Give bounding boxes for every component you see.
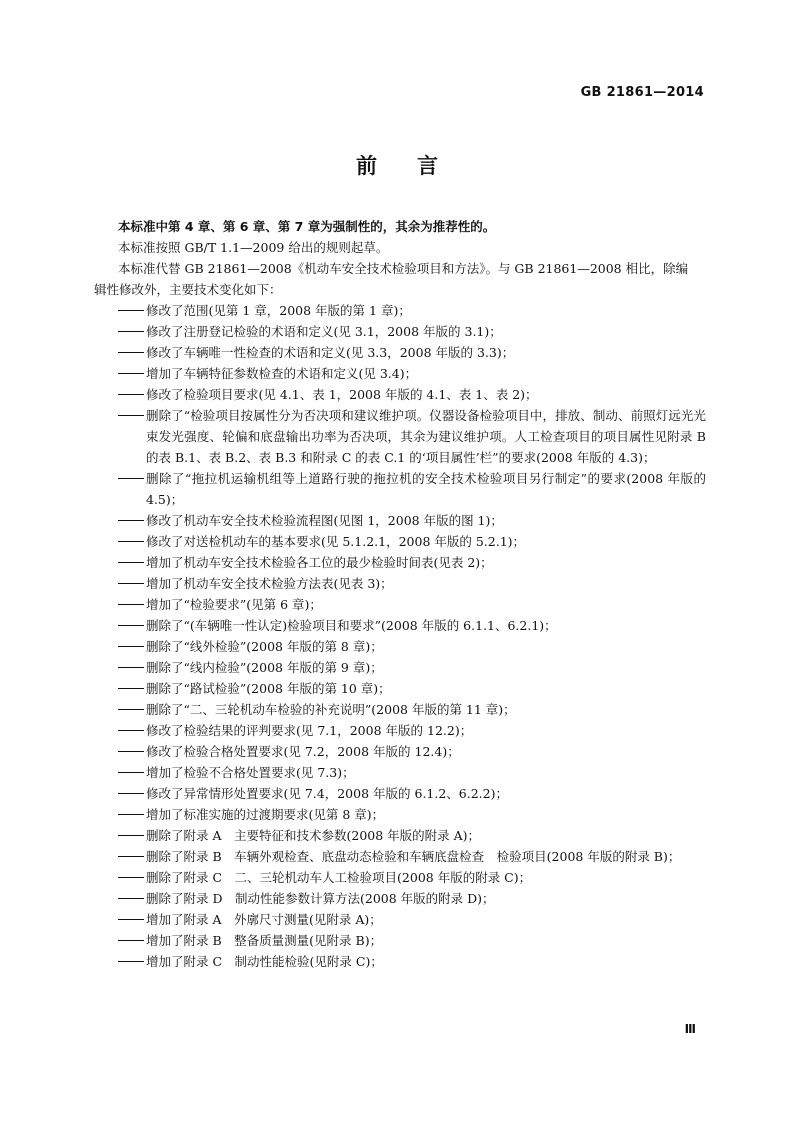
list-item bbox=[118, 300, 706, 321]
list-item bbox=[118, 930, 706, 951]
page-number: Ⅲ bbox=[684, 1022, 696, 1036]
list-item bbox=[118, 720, 706, 741]
list-item bbox=[118, 699, 706, 720]
list-item bbox=[118, 321, 706, 342]
list-item bbox=[118, 657, 706, 678]
list-item-text: 增加了车辆特征参数检查的术语和定义(见 3.4)； bbox=[146, 366, 418, 381]
list-item bbox=[118, 552, 706, 573]
list-item bbox=[118, 804, 706, 825]
replaces-statement-line2: 辑性修改外，主要技术变化如下： bbox=[94, 282, 282, 297]
list-item bbox=[118, 363, 706, 384]
replaces-statement-line1: 本标准代替 GB 21861—2008《机动车安全技术检验项目和方法》。与 GB 21861—2008 相比，除编 bbox=[118, 261, 689, 276]
list-item bbox=[118, 510, 706, 531]
drafting-statement: 本标准按照 GB/T 1.1—2009 给出的规则起草。 bbox=[118, 240, 389, 255]
list-item-text: 修改了车辆唯一性检查的术语和定义(见 3.3，2008 年版的 3.3)； bbox=[146, 345, 515, 360]
list-item bbox=[118, 825, 706, 846]
list-item-text: 增加了检验不合格处置要求(见 7.3)； bbox=[146, 765, 355, 780]
list-item-text: 删除了附录 C 二、三轮机动车人工检验项目(2008 年版的附录 C)； bbox=[146, 870, 532, 885]
list-item bbox=[118, 678, 706, 699]
list-item-text: 删除了附录 D 制动性能参数计算方法(2008 年版的附录 D)； bbox=[146, 891, 495, 906]
list-item-text: 删除了附录 A 主要特征和技术参数(2008 年版的附录 A)； bbox=[146, 828, 481, 843]
list-item-text: 修改了检验项目要求(见 4.1、表 1，2008 年版的 4.1、表 1、表 2)； bbox=[146, 387, 538, 402]
list-item bbox=[118, 594, 706, 615]
list-item bbox=[118, 468, 706, 510]
list-item-text: 修改了注册登记检验的术语和定义(见 3.1，2008 年版的 3.1)； bbox=[146, 324, 502, 339]
list-item-text: 增加了机动车安全技术检验方法表(见表 3)； bbox=[146, 576, 393, 591]
list-item bbox=[118, 573, 706, 594]
list-item-text: 修改了范围(见第 1 章，2008 年版的第 1 章)； bbox=[146, 303, 411, 318]
page-title: 前言 bbox=[356, 154, 478, 178]
list-item bbox=[118, 405, 706, 468]
list-item-text: 删除了“线外检验”(2008 年版的第 8 章)； bbox=[146, 639, 383, 654]
list-item-text: 修改了检验结果的评判要求(见 7.1，2008 年版的 12.2)； bbox=[146, 723, 473, 738]
list-item-text: 删除了“二、三轮机动车检验的补充说明”(2008 年版的第 11 章)； bbox=[146, 702, 516, 717]
list-item-text: 增加了标准实施的过渡期要求(见第 8 章)； bbox=[146, 807, 385, 822]
list-item bbox=[118, 531, 706, 552]
list-item-text: 增加了附录 B 整备质量测量(见附录 B)； bbox=[146, 933, 383, 948]
changes-list bbox=[118, 300, 706, 972]
list-item-text: 删除了“(车辆唯一性认定)检验项目和要求”(2008 年版的 6.1.1、6.2.1)； bbox=[146, 618, 557, 633]
mandatory-statement: 本标准中第 4 章、第 6 章、第 7 章为强制性的，其余为推荐性的。 bbox=[118, 219, 496, 234]
list-item-text: 修改了检验合格处置要求(见 7.2，2008 年版的 12.4)； bbox=[146, 744, 460, 759]
list-item-text: 增加了附录 C 制动性能检验(见附录 C)； bbox=[146, 954, 383, 969]
list-item bbox=[118, 867, 706, 888]
list-item-text: 修改了机动车安全技术检验流程图(见图 1，2008 年版的图 1)； bbox=[146, 513, 503, 528]
list-item-text: 增加了机动车安全技术检验各工位的最少检验时间表(见表 2)； bbox=[146, 555, 493, 570]
list-item bbox=[118, 888, 706, 909]
list-item bbox=[118, 762, 706, 783]
list-item bbox=[118, 909, 706, 930]
list-item bbox=[118, 741, 706, 762]
list-item-text: 增加了“检验要求”(见第 6 章)； bbox=[146, 597, 322, 612]
list-item-text: 删除了附录 B 车辆外观检查、底盘动态检验和车辆底盘检查 检验项目(2008 年版的附录 B)； bbox=[146, 849, 681, 864]
foreword-body bbox=[94, 216, 706, 972]
list-item bbox=[118, 783, 706, 804]
list-item-text: 增加了附录 A 外廓尺寸测量(见附录 A)； bbox=[146, 912, 382, 927]
list-item bbox=[118, 951, 706, 972]
list-item-text: 删除了“拖拉机运输机组等上道路行驶的拖拉机的安全技术检验项目另行制定”的要求(2008 年版的 4.5)； bbox=[146, 471, 706, 507]
list-item-text: 删除了“检验项目按属性分为否决项和建议维护项。仪器设备检验项目中，排放、制动、前照灯远光光束发光强度、轮偏和底盘输出功率为否决项，其余为建议维护项。人工检查项目的项目属性见附录 B 的表 B.1、表 B.2、表 B.3 和附录 C 的表 C.1 的‘项目属性’栏”的要求(2008 年版的 4.3)； bbox=[146, 408, 706, 465]
list-item bbox=[118, 342, 706, 363]
list-item-text: 删除了“线内检验”(2008 年版的第 9 章)； bbox=[146, 660, 383, 675]
list-item-text: 删除了“路试检验”(2008 年版的第 10 章)； bbox=[146, 681, 391, 696]
list-item-text: 修改了异常情形处置要求(见 7.4，2008 年版的 6.1.2、6.2.2)； bbox=[146, 786, 508, 801]
list-item bbox=[118, 846, 706, 867]
list-item bbox=[118, 636, 706, 657]
list-item bbox=[118, 615, 706, 636]
standard-code: GB 21861—2014 bbox=[580, 85, 704, 100]
list-item-text: 修改了对送检机动车的基本要求(见 5.1.2.1，2008 年版的 5.2.1)； bbox=[146, 534, 526, 549]
list-item bbox=[118, 384, 706, 405]
